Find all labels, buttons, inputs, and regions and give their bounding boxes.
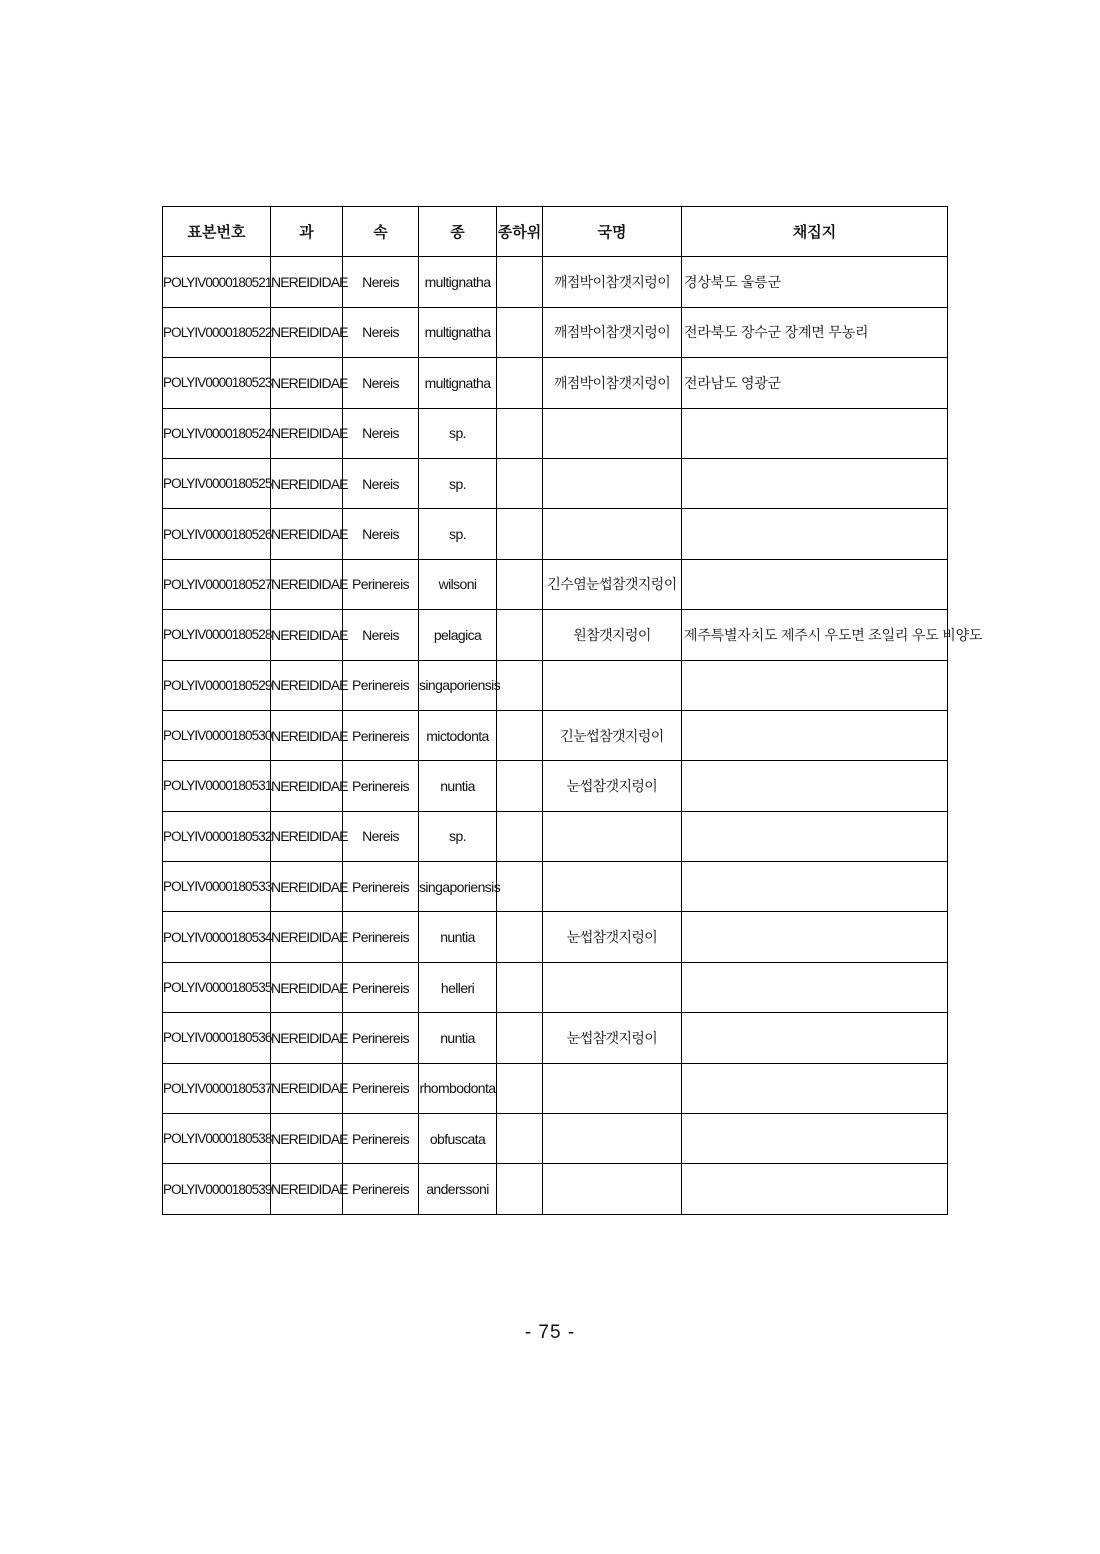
- cell-species: mictodonta: [419, 710, 497, 760]
- cell-subspecies: [497, 1164, 543, 1214]
- header-korean-name: 국명: [543, 207, 682, 257]
- table-row: [163, 307, 948, 357]
- cell-species: rhombodonta: [419, 1063, 497, 1113]
- cell-family: NEREIDIDAE: [271, 811, 343, 861]
- cell-korean-name: [543, 509, 682, 559]
- cell-locality: [682, 408, 948, 458]
- cell-genus: Nereis: [343, 307, 419, 357]
- cell-genus: Perinereis: [343, 559, 419, 609]
- header-genus: 속: [343, 207, 419, 257]
- table-row: [163, 509, 948, 559]
- cell-genus: Nereis: [343, 458, 419, 508]
- cell-family: NEREIDIDAE: [271, 761, 343, 811]
- cell-family: NEREIDIDAE: [271, 862, 343, 912]
- cell-species: wilsoni: [419, 559, 497, 609]
- cell-subspecies: [497, 962, 543, 1012]
- cell-family: NEREIDIDAE: [271, 1063, 343, 1113]
- cell-specimen-no: POLYIV0000180531: [163, 761, 271, 811]
- cell-genus: Nereis: [343, 408, 419, 458]
- cell-specimen-no: POLYIV0000180533: [163, 862, 271, 912]
- cell-korean-name: 긴수염눈썹참갯지렁이: [543, 559, 682, 609]
- table-body: [163, 257, 983, 1214]
- cell-specimen-no: POLYIV0000180529: [163, 660, 271, 710]
- cell-specimen-no: POLYIV0000180525: [163, 458, 271, 508]
- cell-locality: [682, 912, 948, 962]
- cell-species: helleri: [419, 962, 497, 1012]
- cell-korean-name: 긴눈썹참갯지렁이: [543, 710, 682, 760]
- cell-species: multignatha: [419, 257, 497, 307]
- cell-genus: Perinereis: [343, 1063, 419, 1113]
- table-row: [163, 761, 948, 811]
- cell-family: NEREIDIDAE: [271, 257, 343, 307]
- cell-species: singaporiensis: [419, 862, 497, 912]
- cell-subspecies: [497, 710, 543, 760]
- cell-locality: 전라북도 장수군 장계면 무농리: [682, 307, 948, 357]
- header-specimen-no: 표본번호: [163, 207, 271, 257]
- table-row: [163, 660, 948, 710]
- table-row: [163, 1063, 948, 1113]
- table-row: [163, 257, 948, 307]
- cell-subspecies: [497, 1013, 543, 1063]
- cell-family: NEREIDIDAE: [271, 358, 343, 408]
- cell-specimen-no: POLYIV0000180534: [163, 912, 271, 962]
- specimen-table: [162, 206, 983, 1215]
- cell-species: multignatha: [419, 307, 497, 357]
- cell-specimen-no: POLYIV0000180526: [163, 509, 271, 559]
- cell-species: nuntia: [419, 761, 497, 811]
- cell-subspecies: [497, 257, 543, 307]
- cell-subspecies: [497, 912, 543, 962]
- cell-locality: [682, 962, 948, 1012]
- cell-specimen-no: POLYIV0000180522: [163, 307, 271, 357]
- cell-family: NEREIDIDAE: [271, 458, 343, 508]
- cell-korean-name: 깨점박이참갯지렁이: [543, 358, 682, 408]
- cell-genus: Perinereis: [343, 1114, 419, 1164]
- cell-subspecies: [497, 660, 543, 710]
- cell-family: NEREIDIDAE: [271, 1013, 343, 1063]
- cell-family: NEREIDIDAE: [271, 1164, 343, 1214]
- cell-genus: Perinereis: [343, 862, 419, 912]
- cell-species: nuntia: [419, 1013, 497, 1063]
- cell-locality: [682, 1013, 948, 1063]
- table-row: [163, 811, 948, 861]
- table-row: [163, 559, 948, 609]
- cell-genus: Perinereis: [343, 1013, 419, 1063]
- cell-subspecies: [497, 610, 543, 660]
- cell-subspecies: [497, 458, 543, 508]
- cell-species: obfuscata: [419, 1114, 497, 1164]
- cell-specimen-no: POLYIV0000180524: [163, 408, 271, 458]
- cell-subspecies: [497, 862, 543, 912]
- cell-korean-name: 눈썹참갯지렁이: [543, 912, 682, 962]
- cell-family: NEREIDIDAE: [271, 610, 343, 660]
- cell-locality: [682, 811, 948, 861]
- cell-family: NEREIDIDAE: [271, 307, 343, 357]
- table-row: [163, 458, 948, 508]
- cell-korean-name: 원참갯지렁이: [543, 610, 682, 660]
- cell-korean-name: 눈썹참갯지렁이: [543, 1013, 682, 1063]
- cell-subspecies: [497, 1114, 543, 1164]
- header-locality: 채집지: [682, 207, 948, 257]
- cell-specimen-no: POLYIV0000180521: [163, 257, 271, 307]
- header-subspecies: 종하위: [497, 207, 543, 257]
- cell-locality: [682, 509, 948, 559]
- cell-genus: Perinereis: [343, 1164, 419, 1214]
- table-row: [163, 1164, 948, 1214]
- cell-subspecies: [497, 307, 543, 357]
- cell-specimen-no: POLYIV0000180538: [163, 1114, 271, 1164]
- cell-korean-name: [543, 408, 682, 458]
- cell-genus: Nereis: [343, 811, 419, 861]
- header-species: 종: [419, 207, 497, 257]
- cell-korean-name: [543, 862, 682, 912]
- cell-family: NEREIDIDAE: [271, 710, 343, 760]
- cell-family: NEREIDIDAE: [271, 408, 343, 458]
- cell-genus: Perinereis: [343, 962, 419, 1012]
- cell-locality: [682, 1164, 948, 1214]
- cell-locality: 제주특별자치도 제주시 우도면 조일리 우도 비양도: [682, 610, 948, 660]
- table-row: [163, 710, 948, 760]
- table-row: [163, 962, 948, 1012]
- cell-locality: [682, 862, 948, 912]
- cell-family: NEREIDIDAE: [271, 1114, 343, 1164]
- table-row: [163, 610, 948, 660]
- cell-subspecies: [497, 811, 543, 861]
- table-row: [163, 358, 948, 408]
- cell-species: nuntia: [419, 912, 497, 962]
- cell-korean-name: [543, 811, 682, 861]
- cell-species: sp.: [419, 811, 497, 861]
- table-row: [163, 862, 948, 912]
- cell-species: singaporiensis: [419, 660, 497, 710]
- cell-species: sp.: [419, 509, 497, 559]
- cell-specimen-no: POLYIV0000180523: [163, 358, 271, 408]
- cell-subspecies: [497, 761, 543, 811]
- cell-specimen-no: POLYIV0000180528: [163, 610, 271, 660]
- cell-genus: Nereis: [343, 509, 419, 559]
- cell-korean-name: [543, 660, 682, 710]
- cell-family: NEREIDIDAE: [271, 912, 343, 962]
- cell-family: NEREIDIDAE: [271, 509, 343, 559]
- table-row: [163, 912, 948, 962]
- cell-subspecies: [497, 408, 543, 458]
- cell-korean-name: 깨점박이참갯지렁이: [543, 307, 682, 357]
- header-family: 과: [271, 207, 343, 257]
- table-row: [163, 1013, 948, 1063]
- cell-species: sp.: [419, 408, 497, 458]
- cell-subspecies: [497, 358, 543, 408]
- cell-subspecies: [497, 559, 543, 609]
- cell-species: pelagica: [419, 610, 497, 660]
- cell-locality: [682, 458, 948, 508]
- cell-species: multignatha: [419, 358, 497, 408]
- cell-genus: Perinereis: [343, 660, 419, 710]
- cell-locality: 전라남도 영광군: [682, 358, 948, 408]
- cell-specimen-no: POLYIV0000180532: [163, 811, 271, 861]
- cell-specimen-no: POLYIV0000180539: [163, 1164, 271, 1214]
- cell-species: sp.: [419, 458, 497, 508]
- cell-subspecies: [497, 1063, 543, 1113]
- cell-family: NEREIDIDAE: [271, 962, 343, 1012]
- page-number: - 75 -: [524, 1322, 576, 1343]
- cell-korean-name: 깨점박이참갯지렁이: [543, 257, 682, 307]
- cell-species: anderssoni: [419, 1164, 497, 1214]
- cell-specimen-no: POLYIV0000180535: [163, 962, 271, 1012]
- cell-korean-name: [543, 962, 682, 1012]
- cell-genus: Perinereis: [343, 912, 419, 962]
- cell-korean-name: [543, 1063, 682, 1113]
- cell-locality: [682, 761, 948, 811]
- cell-family: NEREIDIDAE: [271, 660, 343, 710]
- table-row: [163, 1114, 948, 1164]
- cell-specimen-no: POLYIV0000180537: [163, 1063, 271, 1113]
- cell-locality: [682, 1114, 948, 1164]
- cell-korean-name: [543, 458, 682, 508]
- cell-specimen-no: POLYIV0000180527: [163, 559, 271, 609]
- cell-korean-name: [543, 1164, 682, 1214]
- cell-locality: [682, 710, 948, 760]
- cell-locality: [682, 1063, 948, 1113]
- cell-genus: Nereis: [343, 257, 419, 307]
- cell-genus: Perinereis: [343, 710, 419, 760]
- cell-locality: [682, 559, 948, 609]
- cell-korean-name: [543, 1114, 682, 1164]
- cell-family: NEREIDIDAE: [271, 559, 343, 609]
- cell-specimen-no: POLYIV0000180530: [163, 710, 271, 760]
- cell-locality: 경상북도 울릉군: [682, 257, 948, 307]
- table-row: [163, 408, 948, 458]
- cell-genus: Nereis: [343, 358, 419, 408]
- cell-subspecies: [497, 509, 543, 559]
- cell-locality: [682, 660, 948, 710]
- cell-specimen-no: POLYIV0000180536: [163, 1013, 271, 1063]
- cell-genus: Perinereis: [343, 761, 419, 811]
- table-header-row: [163, 207, 948, 257]
- cell-genus: Nereis: [343, 610, 419, 660]
- cell-korean-name: 눈썹참갯지렁이: [543, 761, 682, 811]
